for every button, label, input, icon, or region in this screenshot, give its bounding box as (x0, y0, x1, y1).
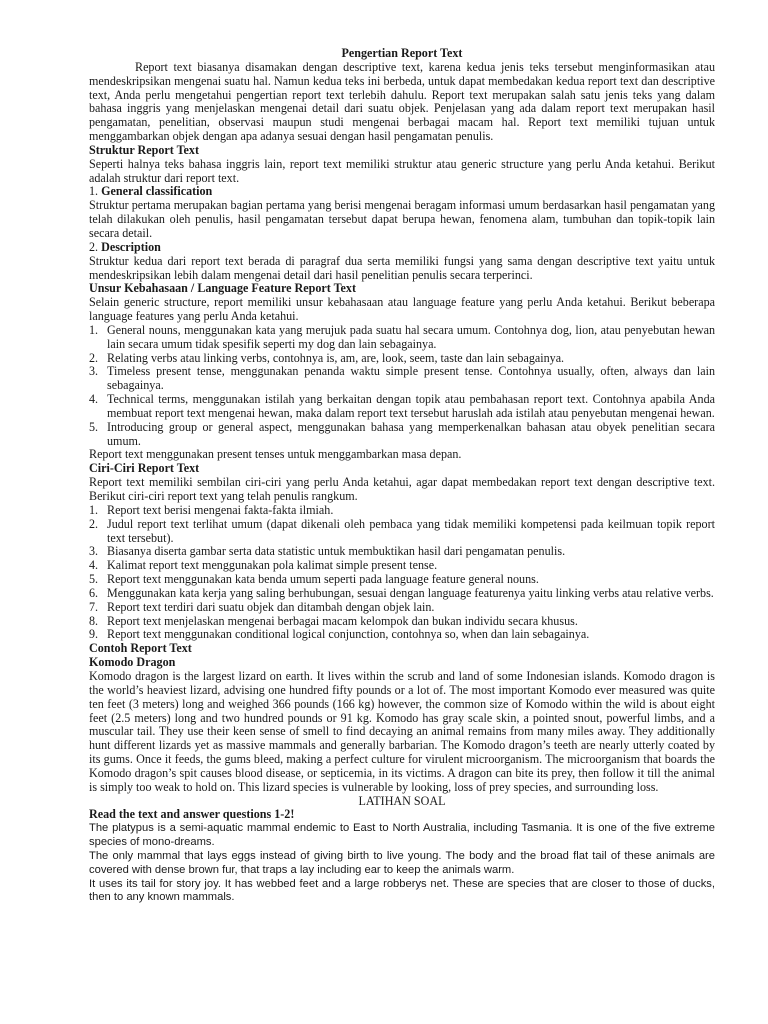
intro-paragraph: Report text biasanya disamakan dengan descriptive text, karena kedua jenis teks tersebut menginformasikan atau mendeskripsikan mengenai suatu hal. Namun kedua teks ini berbeda, untuk dapat membedakan kedua report text dan descriptive text, Anda perlu mengetahui pengertian report text terlebih dahulu. Report text merupakan salah satu jenis teks yang dalam bahasa inggris yang menjelaskan mengenai detail dari suatu objek. Penjelasan yang ada dalam report text merupakan hasil pengamatan, penelitian, observasi maupun studi mengenai berbagai macam hal. Report text memiliki tujuan untuk menggambarkan objek dengan apa adanya sesuai dengan hasil pengamatan penulis. (89, 59, 715, 144)
list-item (89, 352, 715, 366)
list-item (89, 587, 715, 601)
list-item-text: Kalimat report text menggunakan pola kalimat simple present tense. (107, 558, 438, 573)
list-number: 1. (89, 502, 99, 517)
unsur-list (89, 324, 715, 449)
list-item (89, 573, 715, 587)
latihan-paragraph: The platypus is a semi-aquatic mammal endemic to East to North Australia, including Tasmania. It is one of the five extreme species of mono-dreams. (89, 822, 715, 849)
list-item (89, 518, 715, 546)
list-item (89, 504, 715, 518)
list-item (89, 628, 715, 642)
list-item-text: Report text menggunakan conditional logical conjunction, contohnya so, when dan lain sebagainya. (107, 627, 590, 642)
list-number: 9. (89, 627, 99, 642)
list-number: 1. (89, 322, 99, 337)
list-number: 2. (89, 516, 99, 531)
struktur-item-heading (89, 241, 715, 255)
list-item-text: Menggunakan kata kerja yang saling berhubungan, sesuai dengan language featurenya yaitu linking verbs atau relative verbs. (107, 585, 714, 600)
list-number: 7. (89, 599, 99, 614)
list-item-text: Report text menjelaskan mengenai berbagai macam kelompok dan bukan individu secara khusus. (107, 613, 578, 628)
list-number: 3. (89, 544, 99, 559)
unsur-intro: Selain generic structure, report memiliki unsur kebahasaan atau language feature yang perlu Anda ketahui. Berikut beberapa language features yang perlu Anda ketahui. (89, 295, 715, 324)
list-item-text: Judul report text terlihat umum (dapat dikenali oleh pembaca yang tidak memiliki kompetensi pada keilmuan topik report text tersebut). (107, 516, 715, 545)
struktur-item-title: Description (101, 239, 161, 254)
list-item (89, 559, 715, 573)
list-number: 3. (89, 364, 99, 379)
list-item-text: Report text berisi mengenai fakta-fakta ilmiah. (107, 502, 334, 517)
list-item-text: Technical terms, menggunakan istilah yang berkaitan dengan topik atau pembahasan report text. Contohnya apabila Anda membuat report text mengenai hewan, maka dalam report text tersebut haruslah ada istilah atau penyebutan mengenai hewan. (107, 392, 715, 420)
latihan-paragraph: It uses its tail for story joy. It has webbed feet and a large robberys net. These are species that are closer to those of ducks, then to any known mammals. (89, 877, 715, 904)
struktur-item-heading (89, 185, 715, 199)
list-item-text: Biasanya diserta gambar serta data statistic untuk membuktikan hasil dari pengamatan penulis. (107, 544, 566, 559)
contoh-subheading: Komodo Dragon (89, 655, 176, 670)
contoh-heading: Contoh Report Text (89, 641, 192, 656)
list-number: 4. (89, 558, 99, 573)
list-number: 6. (89, 585, 99, 600)
ciri-intro: Report text memiliki sembilan ciri-ciri yang perlu Anda ketahui, agar dapat membedakan report text dengan descriptive text. Berikut ciri-ciri report text yang telah penulis rangkum. (89, 475, 715, 503)
struktur-item-num: 2. (89, 239, 99, 254)
struktur-item-text: Struktur kedua dari report text berada di paragraf dua serta memiliki fungsi yang sama dengan descriptive text yaitu untuk mendeskripsikan lebih dalam mengenai detail dari hasil penelitian penulis secara terperinci. (89, 253, 715, 282)
struktur-heading: Struktur Report Text (89, 142, 199, 157)
list-item-text: General nouns, menggunakan kata yang merujuk pada suatu hal secara umum. Contohnya dog, lion, atau penyebutan hewan lain secara umum tidak spesifik seperti my dog dan lain sebagainya. (107, 322, 715, 351)
list-item-text: Relating verbs atau linking verbs, contohnya is, am, are, look, seem, taste dan lain sebagainya. (107, 350, 565, 365)
list-item-text: Report text menggunakan kata benda umum seperti pada language feature general nouns. (107, 572, 539, 587)
struktur-item-title: General classification (101, 184, 213, 199)
list-item (89, 615, 715, 629)
list-item (89, 421, 715, 449)
list-number: 5. (89, 419, 99, 434)
unsur-heading: Unsur Kebahasaan / Language Feature Report Text (89, 281, 356, 296)
unsur-closing: Report text menggunakan present tenses untuk menggambarkan masa depan. (89, 447, 462, 462)
latihan-heading: LATIHAN SOAL (358, 793, 446, 808)
list-item-text: Introducing group or general aspect, menggunakan bahasa yang memperkenalkan bahasan atau obyek penelitian secara umum. (107, 419, 715, 448)
struktur-item-text: Struktur pertama merupakan bagian pertama yang berisi mengenai beragam informasi umum berdasarkan hasil pengamatan yang telah dilakukan oleh penulis, hasil pengamatan tersebut dapat berupa hewan, fenomena alam, tumbuhan dan topik-topik lain secara detail. (89, 198, 715, 240)
struktur-item-num: 1. (89, 184, 99, 199)
contoh-paragraph: Komodo dragon is the largest lizard on earth. It lives within the scrub and land of some Indonesian islands. Komodo dragon is the world’s heaviest lizard, advising one hundred fifty pounds or a lot of. The most important Komodo ever measured was quite ten feet (3 meters) long and weighed 366 pounds (166 kg) however, the common size of Komodo within the wild is about eight feet (2.5 meters) long and two hundred pounds or 91 kg. Komodo has gray scale skin, a pointed snout, powerful limbs, and a muscular tail. They use their keen sense of smell to find decaying an animal remains from many miles away. They additionally hunt different lizards yet as massive mammals and generally barbarian. The Komodo dragon’s teeth are nearly utterly coated by its gums. Once it feeds, the gums bleed, making a perfect culture for virulent microorganism. The microorganism that boards the Komodo dragon’s spit causes blood disease, or septicemia, in its victims. A dragon can bite its prey, then follow it till the animal is simply too weak to hold on. This lizard species is vulnerable by looking, loss of prey species, and surrounding loss. (89, 668, 715, 794)
latihan-instruction: Read the text and answer questions 1-2! (89, 807, 295, 822)
list-item (89, 601, 715, 615)
list-number: 2. (89, 350, 99, 365)
list-item-text: Report text terdiri dari suatu objek dan ditambah dengan objek lain. (107, 599, 435, 614)
latihan-paragraph: The only mammal that lays eggs instead of giving birth to live young. The body and the broad flat tail of these animals are covered with dense brown fur, that traps a lay including ear to keep the animals warm. (89, 849, 715, 876)
list-item (89, 324, 715, 352)
document-page (89, 47, 715, 905)
ciri-list (89, 504, 715, 642)
list-item (89, 545, 715, 559)
list-item-text: Timeless present tense, menggunakan penanda waktu simple present tense. Contohnya usually, often, always dan lain sebagainya. (107, 364, 715, 393)
list-item (89, 365, 715, 393)
struktur-intro: Seperti halnya teks bahasa inggris lain, report text memiliki struktur atau generic structure yang perlu Anda ketahui. Berikut adalah struktur dari report text. (89, 156, 715, 185)
page-title: Pengertian Report Text (341, 46, 463, 60)
list-number: 5. (89, 572, 99, 587)
list-number: 8. (89, 613, 99, 628)
list-number: 4. (89, 392, 99, 407)
ciri-heading: Ciri-Ciri Report Text (89, 461, 200, 476)
list-item (89, 393, 715, 421)
